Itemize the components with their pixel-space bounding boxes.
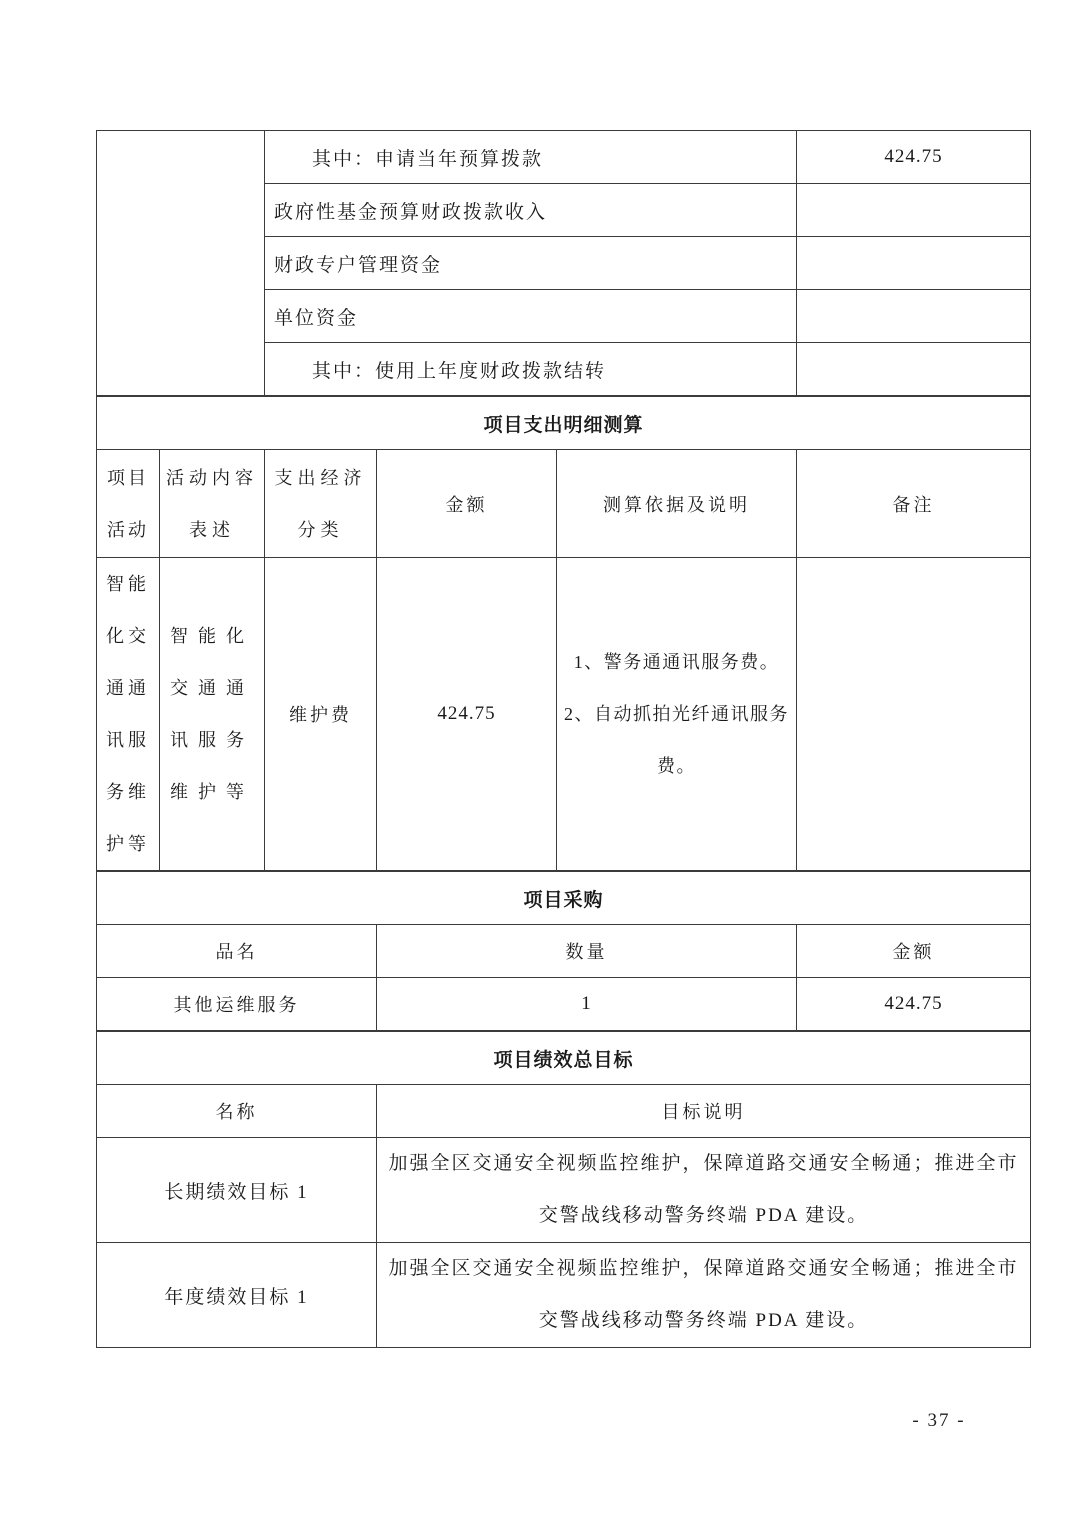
detail-amount-cell: 424.75 — [377, 558, 557, 871]
fund-row-label: 其中：使用上年度财政拨款结转 — [265, 343, 797, 396]
budget-detail-tables — [96, 130, 1030, 1348]
table-row — [97, 1243, 1031, 1348]
page-number: - 37 - — [912, 1410, 966, 1431]
detail-basis-cell — [557, 558, 797, 871]
column-header: 支出经济分类 — [265, 450, 377, 558]
column-header: 测算依据及说明 — [557, 450, 797, 558]
detail-activity-cell: 智能化交通通讯服务维护等 — [97, 558, 160, 871]
table-row — [97, 1138, 1031, 1243]
fund-row-value — [797, 184, 1031, 237]
column-header: 备注 — [797, 450, 1031, 558]
header-row — [97, 925, 1031, 978]
column-header: 名称 — [97, 1085, 377, 1138]
detail-remark-cell — [797, 558, 1031, 871]
performance-title: 项目绩效总目标 — [97, 1032, 1031, 1085]
column-header: 活动内容表述 — [160, 450, 265, 558]
procurement-name-cell: 其他运维服务 — [97, 978, 377, 1031]
fund-source-table — [96, 130, 1031, 396]
column-header: 目标说明 — [377, 1085, 1031, 1138]
goal-description-cell: 加强全区交通安全视频监控维护，保障道路交通安全畅通；推进全市交警战线移动警务终端 PDA 建设。 — [377, 1138, 1031, 1243]
basis-item: 1、警务通通讯服务费。 — [573, 652, 780, 672]
column-header: 数量 — [377, 925, 797, 978]
section-title-row — [97, 397, 1031, 450]
column-header: 项目活动 — [97, 450, 160, 558]
column-header: 金额 — [377, 450, 557, 558]
section-title-row — [97, 872, 1031, 925]
procurement-title: 项目采购 — [97, 872, 1031, 925]
fund-row-label: 政府性基金预算财政拨款收入 — [265, 184, 797, 237]
goal-description-cell: 加强全区交通安全视频监控维护，保障道路交通安全畅通；推进全市交警战线移动警务终端 PDA 建设。 — [377, 1243, 1031, 1348]
procurement-amount-cell: 424.75 — [797, 978, 1031, 1031]
goal-name-cell: 长期绩效目标 1 — [97, 1138, 377, 1243]
table-row — [97, 978, 1031, 1031]
fund-row-label: 单位资金 — [265, 290, 797, 343]
performance-goals-table — [96, 1031, 1031, 1348]
fund-row-label: 财政专户管理资金 — [265, 237, 797, 290]
detail-description-cell: 智能化交通通讯服务维护等 — [160, 558, 265, 871]
fund-row-value: 424.75 — [797, 131, 1031, 184]
procurement-quantity-cell: 1 — [377, 978, 797, 1031]
fund-row-value — [797, 290, 1031, 343]
expenditure-detail-table — [96, 396, 1031, 871]
detail-category-cell: 维护费 — [265, 558, 377, 871]
table-row — [97, 558, 1031, 871]
basis-item: 2、自动抓拍光纤通讯服务费。 — [564, 704, 789, 776]
fund-source-empty-cell — [97, 131, 265, 396]
fund-row-label: 其中：申请当年预算拨款 — [265, 131, 797, 184]
section-title-row — [97, 1032, 1031, 1085]
table-row — [97, 131, 1031, 184]
procurement-table — [96, 871, 1031, 1031]
column-header: 品名 — [97, 925, 377, 978]
header-row — [97, 450, 1031, 558]
fund-row-value — [797, 343, 1031, 396]
fund-row-value — [797, 237, 1031, 290]
expenditure-detail-title: 项目支出明细测算 — [97, 397, 1031, 450]
header-row — [97, 1085, 1031, 1138]
column-header: 金额 — [797, 925, 1031, 978]
goal-name-cell: 年度绩效目标 1 — [97, 1243, 377, 1348]
